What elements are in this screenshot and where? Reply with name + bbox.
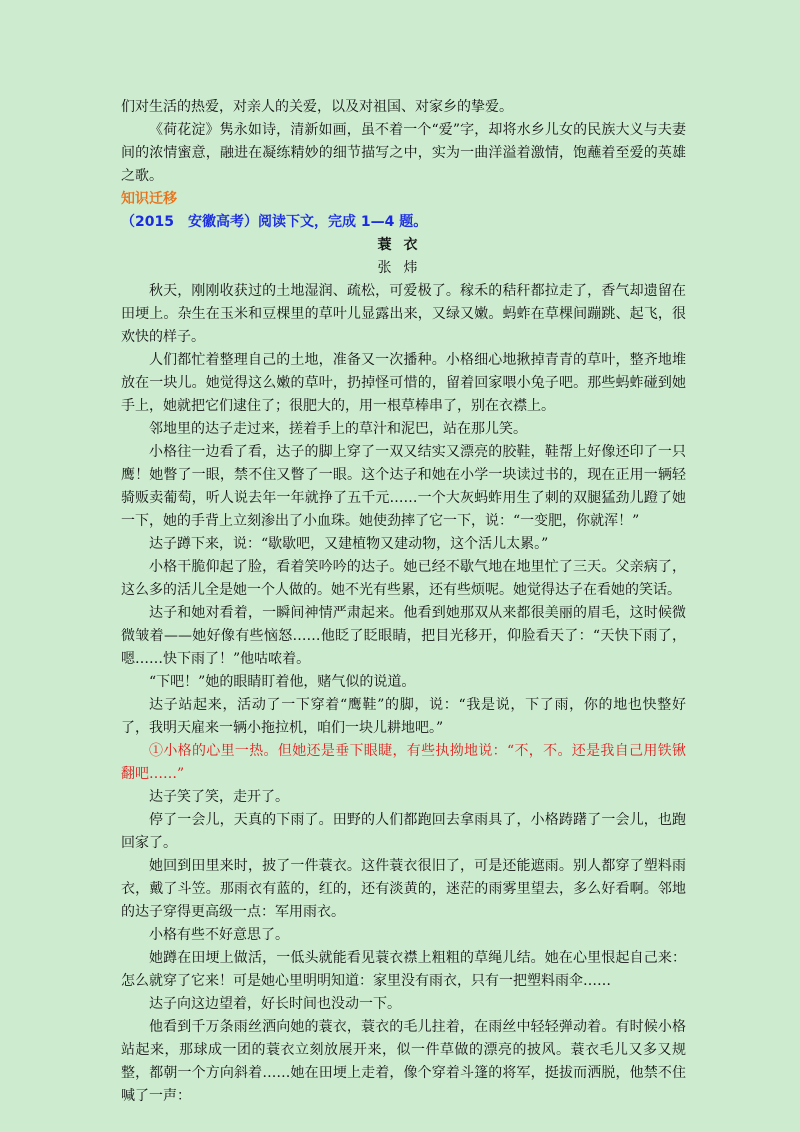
- intro-paragraph-2: 《荷花淀》隽永如诗，清新如画，虽不着一个“爱”字，却将水乡儿女的民族大义与夫妻间的浓情蜜意，融进在凝练精妙的细节描写之中，实为一曲洋溢着激情，饱蘸着至爱的英雄之歌。: [121, 122, 686, 184]
- article-paragraph: 达子笑了笑，走开了。: [149, 789, 289, 805]
- article-paragraph: 小格干脆仰起了脸，看着笑吟吟的达子。她已经不歇气地在地里忙了三天。父亲病了，这么多的活儿全是她一个人做的。她不光有些累，还有些烦呢。她觉得达子在看她的笑话。: [121, 559, 686, 598]
- article-title: 蓑衣: [377, 237, 430, 253]
- article-paragraph: 他看到千万条雨丝洒向她的蓑衣，蓑衣的毛儿拄着，在雨丝中轻轻弹动着。有时候小格站起来，那球成一团的蓑衣立刻放展开来，似一件草做的漂亮的披风。蓑衣毛儿又多又规整，都朝一个方向斜着……她在田埂上走着，像个穿着斗篷的将军，挺拔而洒脱，他禁不住喊了一声：: [121, 1019, 686, 1104]
- article-paragraph: 小格有些不好意思了。: [149, 927, 289, 943]
- article-paragraph: “下吧！”她的眼睛盯着他，赌气似的说道。: [149, 674, 416, 690]
- article-paragraph: 达子站起来，活动了一下穿着“鹰鞋”的脚，说：“我是说，下了雨，你的地也快整好了，我明天雇来一辆小拖拉机，咱们一块儿耕地吧。”: [121, 697, 686, 736]
- exam-instruction: （2015 安徽高考）阅读下文，完成 1—4 题。: [121, 214, 428, 230]
- article-paragraph: 人们都忙着整理自己的土地，准备又一次播种。小格细心地揪掉青青的草叶，整齐地堆放在一块儿。她觉得这么嫩的草叶，扔掉怪可惜的，留着回家喂小兔子吧。那些蚂蚱碰到她手上，她就把它们逮住了；很肥大的，用一根草棒串了，别在衣襟上。: [121, 352, 686, 414]
- article-paragraph: 停了一会儿，天真的下雨了。田野的人们都跑回去拿雨具了，小格踌躇了一会儿，也跑回家了。: [121, 812, 686, 851]
- article-paragraph: 小格往一边看了看，达子的脚上穿了一双又结实又漂亮的胶鞋，鞋帮上好像还印了一只鹰！她瞥了一眼，禁不住又瞥了一眼。这个达子和她在小学一块读过书的，现在正用一辆轻骑贩卖葡萄，听人说去年一年就挣了五千元……一个大灰蚂蚱用生了刺的双腿猛劲儿蹬了她一下，她的手背上立刻渗出了小血珠。她使劲摔了它一下，说：“一变肥，你就浑！”: [121, 444, 686, 529]
- article-author: 张炜: [377, 260, 430, 276]
- article-paragraph: 邻地里的达子走过来，搓着手上的草汁和泥巴，站在那儿笑。: [149, 421, 527, 437]
- article-paragraph: 她回到田里来时，披了一件蓑衣。这件蓑衣很旧了，可是还能遮雨。别人都穿了塑料雨衣，戴了斗笠。那雨衣有蓝的，红的，还有淡黄的，迷茫的雨雾里望去，多么好看啊。邻地的达子穿得更高级一点：军用雨衣。: [121, 858, 686, 920]
- article-paragraph: 达子向这边望着，好长时间也没动一下。: [149, 996, 401, 1012]
- marked-paragraph-1: ①小格的心里一热。但她还是垂下眼睫，有些执拗地说：“不，不。还是我自己用铁锹翻吧……”: [121, 743, 686, 782]
- article-paragraph: 她蹲在田埂上做活，一低头就能看见蓑衣襟上粗粗的草绳儿结。她在心里恨起自己来：怎么就穿了它来！可是她心里明明知道：家里没有雨衣，只有一把塑料雨伞……: [121, 950, 686, 989]
- intro-paragraph-1: 们对生活的热爱，对亲人的关爱，以及对祖国、对家乡的挚爱。: [121, 99, 513, 115]
- article-paragraph: 达子蹲下来，说：“歇歇吧，又建植物又建动物，这个活儿太累。”: [149, 536, 549, 552]
- section-label: 知识迁移: [121, 191, 177, 207]
- article-paragraph: 秋天，刚刚收获过的土地湿润、疏松，可爱极了。稼禾的秸秆都拉走了，香气却遗留在田埂上。杂生在玉米和豆棵里的草叶儿显露出来，又绿又嫩。蚂蚱在草棵间蹦跳、起飞，很欢快的样子。: [121, 283, 686, 345]
- article-paragraph: 达子和她对看着，一瞬间神情严肃起来。他看到她那双从来都很美丽的眉毛，这时候微微皱着——她好像有些恼怒……他眨了眨眼睛，把目光移开，仰脸看天了：“天快下雨了，嗯……快下雨了！”他咕哝着。: [121, 605, 686, 667]
